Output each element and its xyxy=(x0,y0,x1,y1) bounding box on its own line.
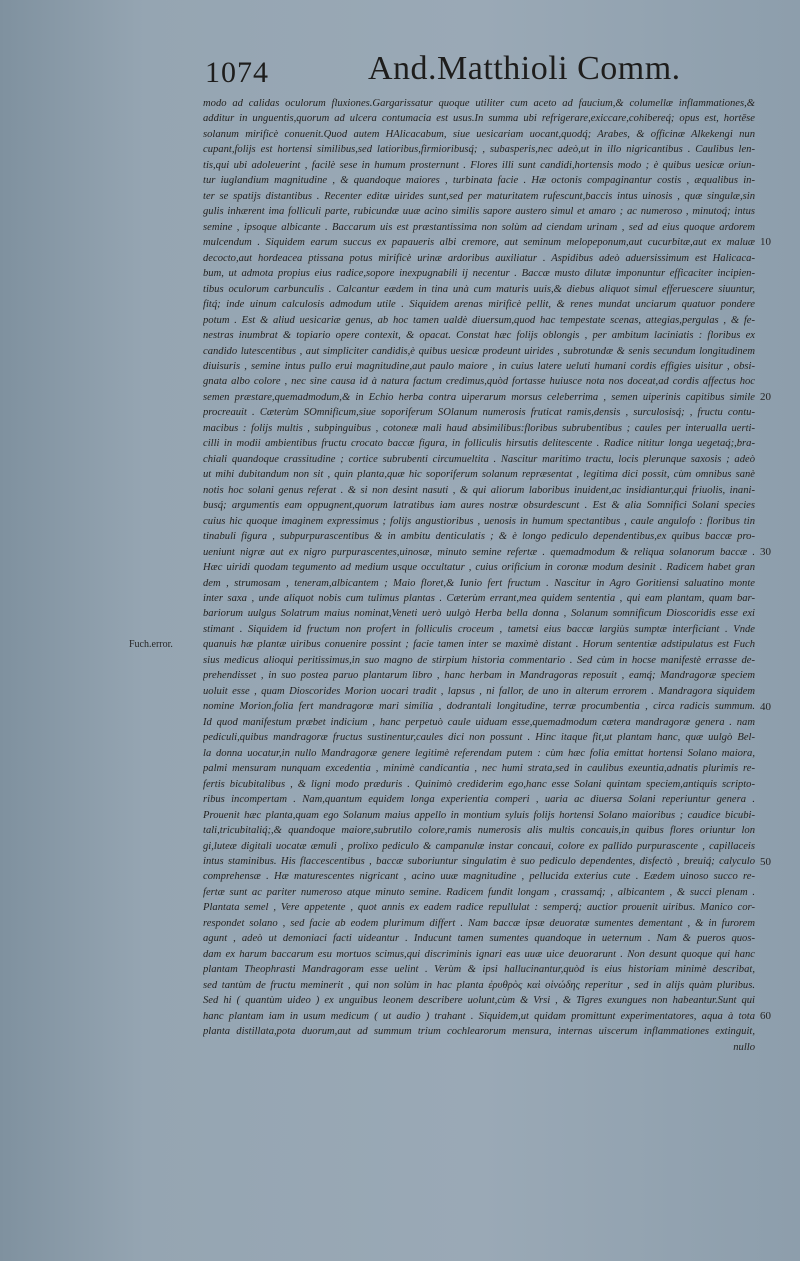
text-line: sed tantùm de fructu meminerit , qui non solùm in hac planta ἐρυθρὸς καὶ οἰνώδης reperitur , sed in alijs quàm pluribus. xyxy=(203,979,755,991)
text-line: inter saxa , unde aliquot nobis cum tulimus plantas . Cæterùm errant,mea quidem sententia , qui eam plantam, quam bar- xyxy=(203,593,755,604)
text-line: ter se spatijs distantibus . Recenter editæ uirides sunt,sed per maturitatem rufescunt,baccis intus uinosis , quæ singulæ,sin xyxy=(203,190,755,202)
text-line: modo ad calidas oculorum fluxiones.Gargarissatur quoque utiliter cum aceto ad faucium,& columellæ inflammationes,& xyxy=(203,98,755,109)
text-line: procreauit . Cæterùm SOmnificum,siue soporiferum SOlanum numerosis fruticat ramis,densis , surculosisq́; , fructu contu- xyxy=(203,407,755,419)
text-line: cupant,folijs est hortensi similibus,sed latioribus,firmioribusq́; , subasperis,nec adeò,ut in illo nigricantibus . Caulibus len- xyxy=(203,144,755,156)
text-line: plantam Theophrasti Mandragoram esse uelint . Verùm & ipsi hallucinantur,quòd is eius historiam minimè describat, xyxy=(203,964,755,976)
text-line: nomine Morion,folia fert mandragoræ mari similia , dodrantali longitudine, terræ procumbentia , circa radicis summum. xyxy=(203,701,755,713)
margin-line-number: 30 xyxy=(760,545,771,558)
commentary-text xyxy=(203,96,755,1055)
text-line: fitq́; inde uinum calculosis admodum utile . Siquidem arenas mirificè pellit, & renes mundat unciarum quatuor pondere xyxy=(203,299,755,311)
text-line: ut mihi dubitandum non sit , quin planta,quæ hic soporiferum solanum repræsentat , legitima dici possit, cùm omnibus sanè xyxy=(203,469,755,481)
text-line: fertis bicubitalibus , & ligni modo præduris . Quinimò crediderim ego,hanc esse Solani quintam speciem,antiquis scripto- xyxy=(203,778,755,790)
text-line: dam ex harum baccarum esu mortuos scimus,qui discriminis ignari eas uuæ uice deuorarunt . Non desunt quoque qui hanc xyxy=(203,948,755,960)
text-line: uoluit esse , quam Dioscorides Morion uocari tradit , lapsus , ni fallor, de uno in alterum errorem . Mandragora siquidem xyxy=(203,685,755,697)
text-line: chiali quandoque crassitudine ; cortice subrubenti circumueltita . Nascitur maritimo tractu, locis plerunque saxosis ; adeò xyxy=(203,453,755,465)
text-line: respondet solano , sed facie ab eodem plurimum differt . Nam baccæ ipsæ deuoratæ sumentes dementant , & in furorem xyxy=(203,917,755,929)
text-line: nullo xyxy=(733,1041,755,1053)
text-line: gnata albo colore , nec sine causa id à natura factum credimus,quòd fortasse huiusce nota nos doceat,ad cordis affectus hoc xyxy=(203,376,755,388)
margin-line-number: 20 xyxy=(760,391,771,404)
text-line: semen præstare,quemadmodum,& in Echio herba contra uiperarum morsus celeberrima , semen uiperinis capitibus simile xyxy=(203,391,755,403)
text-line: bum, ut admota propius eius radice,sopore inexpugnabili ij necentur . Baccæ musto dilutæ imponuntur efficaciter incipien- xyxy=(203,268,755,280)
text-line: hanc plantam iam in usum medicum ( ut audio ) trahant . Siquidem,ut quidam promittunt experimentatores, aqua à tota xyxy=(203,1010,755,1022)
text-line: Prouenit hæc planta,quam ego Solanum maius appello in montium syluis folijs hortensi Solano maioribus ; caudice bicubi- xyxy=(203,809,755,821)
text-line: fertæ sunt ac pariter numeroso atque minuto semine. Radicem fundit longam , crassamq́; , albicantem , & succi plenam . xyxy=(203,886,755,898)
text-line: stimant . Siquidem id fructum non profert in folliculis croceum , tametsi eius baccæ largiùs sumptæ interficiant . Vnde xyxy=(203,623,755,635)
text-line: dem , strumosam , teneram,albicantem ; Maio floret,& Iunio fert fructum . Nascitur in Agro Goritiensi saluatino monte xyxy=(203,577,755,589)
text-line: tinabuli figura , subpurpurascentibus & in ambitu denticulatis ; & è longo pediculo dependentibus,ex quibus baccæ pro- xyxy=(203,531,755,543)
running-head: And.Matthioli Comm. xyxy=(368,50,681,87)
text-line: agunt , adeò ut demoniaci facti uideantur . Inducunt tamen sumentes quandoque in ueternum . Nam & pueros quos- xyxy=(203,933,755,945)
text-line: potum . Est & aliud uesicariæ genus, ab hoc tamen ualdè diuersum,quod hac tempestate scenas, attegias,pergulas , & fe- xyxy=(203,314,755,326)
text-line: mulcendum . Siquidem earum succus ex papaueris albi cremore, aut seminum melopeponum,aut cucurbitæ,aut ex maluæ xyxy=(203,237,755,249)
page-number: 1074 xyxy=(205,56,269,89)
text-line: ueniunt nigræ aut ex nigro purpurascentes,uinosæ, minuto semine refertæ . quemadmodum & reliqua solanorum baccæ . xyxy=(203,546,755,558)
margin-line-number: 40 xyxy=(760,700,771,713)
text-line: nestras inumbrat & topiario opere contexit, & opacat. Constat hæc folijs oblongis , per ambitum laciniatis : floribus ex xyxy=(203,330,755,342)
text-line: semine , ipsoque albicante . Baccarum uis est præstantissima non solùm ad ciendam urinam , sed ad eius quoque ardorem xyxy=(203,221,755,233)
text-line: tibus oculorum carbunculis . Calcantur eædem in tina unà cum maturis uuis,& diebus aliquot simul efferuescere siuuntur, xyxy=(203,283,755,295)
text-line: tis,qui ubi adoleuerint , facilè sese in humum prosternunt . Flores illi sunt candidi,hortensis modo ; è quibus uesicæ oriun- xyxy=(203,159,755,171)
text-line: planta distillata,pota duorum,aut ad summum trium cochlearorum mensura, internas uiscerum inflammationes extinguit, xyxy=(203,1026,755,1038)
text-line: cuius hic quoque imaginem expressimus ; folijs angustioribus , uenosis in humum spectantibus , caule angulofo : floribus tin xyxy=(203,515,755,527)
text-line: additur in unguentis,quorum ad ulcera contumacia est usus.In summa ubi refrigerare,exiccare,cohibereq́; opus est, hortēse xyxy=(203,113,755,125)
margin-line-number: 10 xyxy=(760,236,771,249)
text-line: tur iuglandium magnitudine , & quandoque maiores , turbinata facie . Hæ octonis compaginantur costis , æqualibus in- xyxy=(203,175,755,187)
text-line: sius medicus alioqui peritissimus,in suo magno de stirpium historia commentario . Sed cùm in hocse manifestè errasse de- xyxy=(203,654,755,666)
text-line: palmi mensuram nunquam excedentia , minimè candicantia , nec humi strata,sed in caulibus exeuntia,adnatis plurimis re- xyxy=(203,763,755,775)
text-line: quanuis hæ plantæ uiribus conuenire possint ; facie tamen inter se maximè distant . Horum sententiæ adstipulatus est Fuch xyxy=(203,639,755,651)
text-line: comprehensæ . Hæ maturescentes nigricant , acino uuæ magnitudine , pellucida exterius cute . Eædem uinoso succo re- xyxy=(203,871,755,883)
text-line: Hæc uiridi quodam tegumento ad medium usque occultatur , cuius orificium in coronæ modum desinit . Radicem habet gran xyxy=(203,562,755,574)
text-line: gi,luteæ digitali uocatæ æmuli , prolixo pediculo & campanulæ instar concaui, colore ex pallido purpurascente , capillaceis xyxy=(203,840,755,852)
text-line: intus staminibus. His flaccescentibus , baccæ suboriuntur singulatim è suo pediculo dependentes, disfectò , breuiq́; calyculo xyxy=(203,855,755,867)
text-line: la donna uocatur,in nullo Mandragoræ genere legitimè referendam putem : cùm hæc folia emittat hortensi Solano maiora, xyxy=(203,747,755,759)
marginal-note: Fuch.error. xyxy=(129,639,173,650)
text-line: prehendisset , in suo postea paruo plantarum libro , hanc herbam in Mandragoras reposuit , eamq́; Mandragoræ speciem xyxy=(203,670,755,682)
text-line: solanum mirificè conuenit.Quod autem HAlicacabum, siue uesicariam uocant,quodq́; Arabes, & officinæ Alkekengi nun xyxy=(203,128,755,140)
text-line: busq́; argumentis eam oppugnent,quorum latratibus iam aures nostræ obsurdescunt . Est & alia Somnifici Solani species xyxy=(203,500,755,512)
text-line: candido lutescentibus , aut simpliciter candidis,è quibus uesicæ prodeunt uirides , subrotundæ & senis secundum longitudinem xyxy=(203,345,755,357)
text-line: tali,tricubitaliq́;,& quandoque maiore,subrutilo colore,ramis numerosis alis multis concauis,in quibus flores oriuntur lon xyxy=(203,825,755,837)
text-line: gulis inhærent ima folliculi parte, rubicundæ uuæ acino similis sapore austero simul et amaro ; ac numeroso , minutoq́; intus xyxy=(203,206,755,218)
text-line: Sed hi ( quantùm uideo ) ex unguibus leonem describere uolunt,cùm & Vrsi , & Tigres exungues non habeantur.Sunt qui xyxy=(203,995,755,1007)
text-line: Id quod manifestum præbet indicium , hanc perpetuò caule uiduam esse,quemadmodum cætera mandragoræ genera . nam xyxy=(203,716,755,728)
text-line: bariorum uulgus Solatrum maius nominat,Veneti uerò uulgò Herba bella donna , Solanum somnificum Dioscoridis esse exi xyxy=(203,608,755,620)
margin-line-number: 60 xyxy=(760,1010,771,1023)
text-line: ribus incompertam . Nam,quantum equidem longa experientia comperi , uaria ac diuersa Solani reperiuntur genera . xyxy=(203,794,755,806)
text-line: pediculi,quibus mandragoræ fructus sustinentur,caules dici non possunt . Hinc itaque fit,ut plantam hanc, quæ uulgò Bel- xyxy=(203,732,755,744)
text-line: Plantata semel , Vere appetente , quot annis ex eadem radice repullulat : semperq́; auctior prouenit uiribus. Manico cor- xyxy=(203,902,755,914)
text-line: diuisuris , semine intus pullo erui magnitudine,aut paulo maiore , in cuius latere ueluti humani cordis effigies uisitur , obsi- xyxy=(203,360,755,372)
margin-line-number: 50 xyxy=(760,855,771,868)
text-line: decocto,aut hordeacea ptissana potus mirificè urinæ ardoribus auxiliatur . Aspidibus adeò aduersissimum est Halicaca- xyxy=(203,252,755,264)
text-line: notis hoc solani genus referat . & si non desint nasuti , & qui aliorum laboribus inuident,ac insidiantur,qui friuolis, inani- xyxy=(203,484,755,496)
text-line: cilli in modii ambientibus fructu crocato baccæ figura, in folliculis hirsutis delitescente . Radice nititur longa uegetaq́;,bra- xyxy=(203,438,755,450)
text-line: macibus : folijs multis , subpinguibus , cotoneæ mali haud absimilibus:floribus subrubentibus ; caules per interualla uerti- xyxy=(203,422,755,434)
